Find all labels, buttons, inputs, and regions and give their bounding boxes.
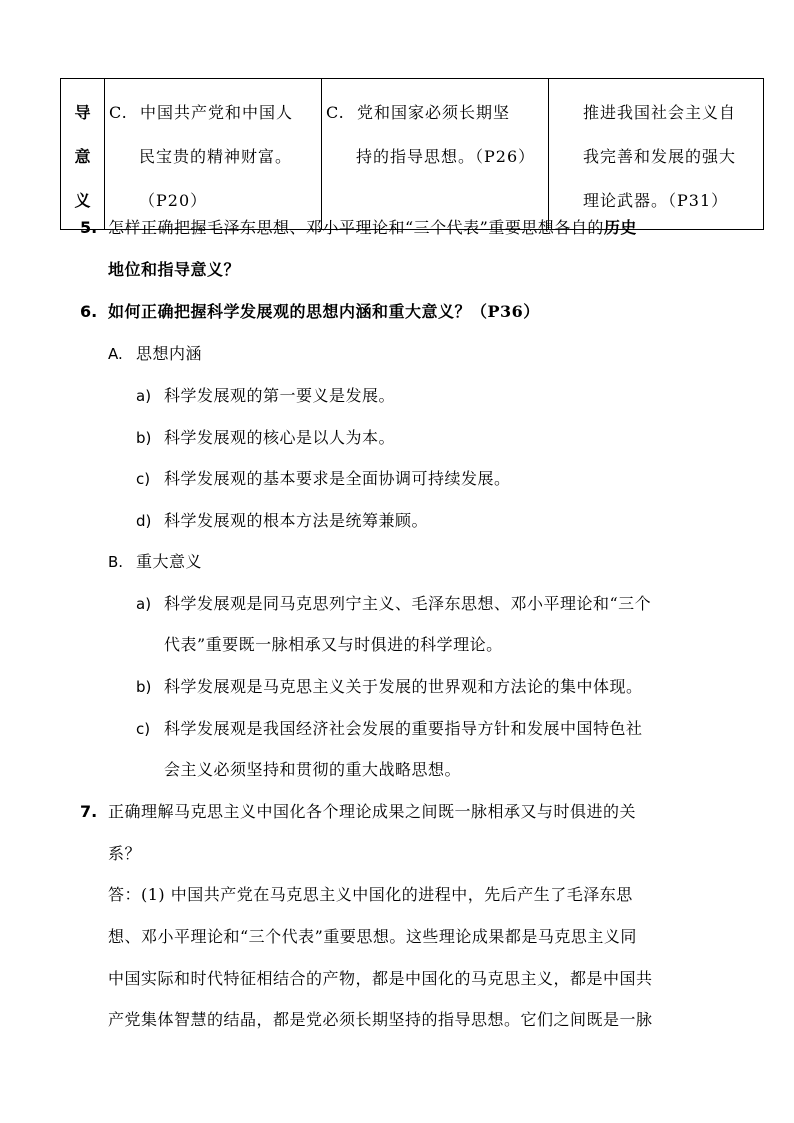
section-label: B. <box>108 553 124 571</box>
row-header-char: 导 <box>74 103 91 122</box>
item-label: c) <box>136 720 151 738</box>
item-label: c) <box>136 470 151 488</box>
table-cell-three-represents <box>549 79 764 230</box>
item-text: 科学发展观的基本要求是全面协调可持续发展。 <box>164 469 511 488</box>
question-number: 5. <box>80 218 98 237</box>
item-text: 科学发展观的核心是以人为本。 <box>164 428 396 447</box>
cell-text: 党和国家必须长期坚 <box>356 103 510 122</box>
cell-text: （P20） <box>139 191 208 210</box>
answer-line: 想、邓小平理论和“三个代表”重要思想。这些理论成果都是马克思主义同 <box>108 927 637 946</box>
item-text: 科学发展观是马克思主义关于发展的世界观和方法论的集中体现。 <box>164 677 643 696</box>
item-label: b) <box>136 429 152 447</box>
cell-prefix: C. <box>326 103 345 122</box>
question-5-text-cont: 地位和指导意义？ <box>108 260 241 279</box>
question-5-text: 怎样正确把握毛泽东思想、邓小平理论和“三个代表”重要思想各自的历史 <box>108 218 637 237</box>
cell-prefix: C. <box>109 103 128 122</box>
section-label: A. <box>108 345 123 363</box>
question-6-text: 如何正确把握科学发展观的思想内涵和重大意义？（P36） <box>108 302 540 321</box>
question-number: 6. <box>80 302 98 321</box>
cell-text: 我完善和发展的强大 <box>583 147 737 166</box>
cell-text: 推进我国社会主义自 <box>583 103 737 122</box>
item-text: 科学发展观是同马克思列宁主义、毛泽东思想、邓小平理论和“三个 <box>164 594 652 613</box>
cell-text: 持的指导思想。（P26） <box>356 147 536 166</box>
item-text-cont: 代表”重要既一脉相承又与时俱进的科学理论。 <box>164 635 503 654</box>
answer-line: 答：(1) 中国共产党在马克思主义中国化的进程中，先后产生了毛泽东思 <box>108 885 633 904</box>
summary-table <box>60 78 764 230</box>
table-cell-deng <box>322 79 549 230</box>
cell-text: 中国共产党和中国人 <box>139 103 293 122</box>
row-header-char: 义 <box>74 191 91 210</box>
item-text: 科学发展观的根本方法是统筹兼顾。 <box>164 511 429 530</box>
row-header <box>61 79 105 230</box>
item-text: 科学发展观是我国经济社会发展的重要指导方针和发展中国特色社 <box>164 719 643 738</box>
item-label: a) <box>136 595 152 613</box>
item-text-cont: 会主义必须坚持和贯彻的重大战略思想。 <box>164 760 462 779</box>
item-text: 科学发展观的第一要义是发展。 <box>164 386 396 405</box>
answer-line: 产党集体智慧的结晶，都是党必须长期坚持的指导思想。它们之间既是一脉 <box>108 1010 653 1029</box>
row-header-char: 意 <box>74 147 91 166</box>
question-number: 7. <box>80 802 98 821</box>
table-row <box>61 79 764 230</box>
item-label: b) <box>136 678 152 696</box>
cell-text: 理论武器。（P31） <box>583 191 729 210</box>
item-label: d) <box>136 512 152 530</box>
question-7-text: 正确理解马克思主义中国化各个理论成果之间既一脉相承又与时俱进的关 <box>108 802 637 821</box>
answer-line: 中国实际和时代特征相结合的产物，都是中国化的马克思主义，都是中国共 <box>108 969 653 988</box>
section-title: 重大意义 <box>136 552 203 571</box>
item-label: a) <box>136 387 152 405</box>
cell-text: 民宝贵的精神财富。 <box>139 147 293 166</box>
table-cell-mao <box>105 79 322 230</box>
question-7-text-cont: 系？ <box>108 844 142 863</box>
section-title: 思想内涵 <box>136 344 203 363</box>
